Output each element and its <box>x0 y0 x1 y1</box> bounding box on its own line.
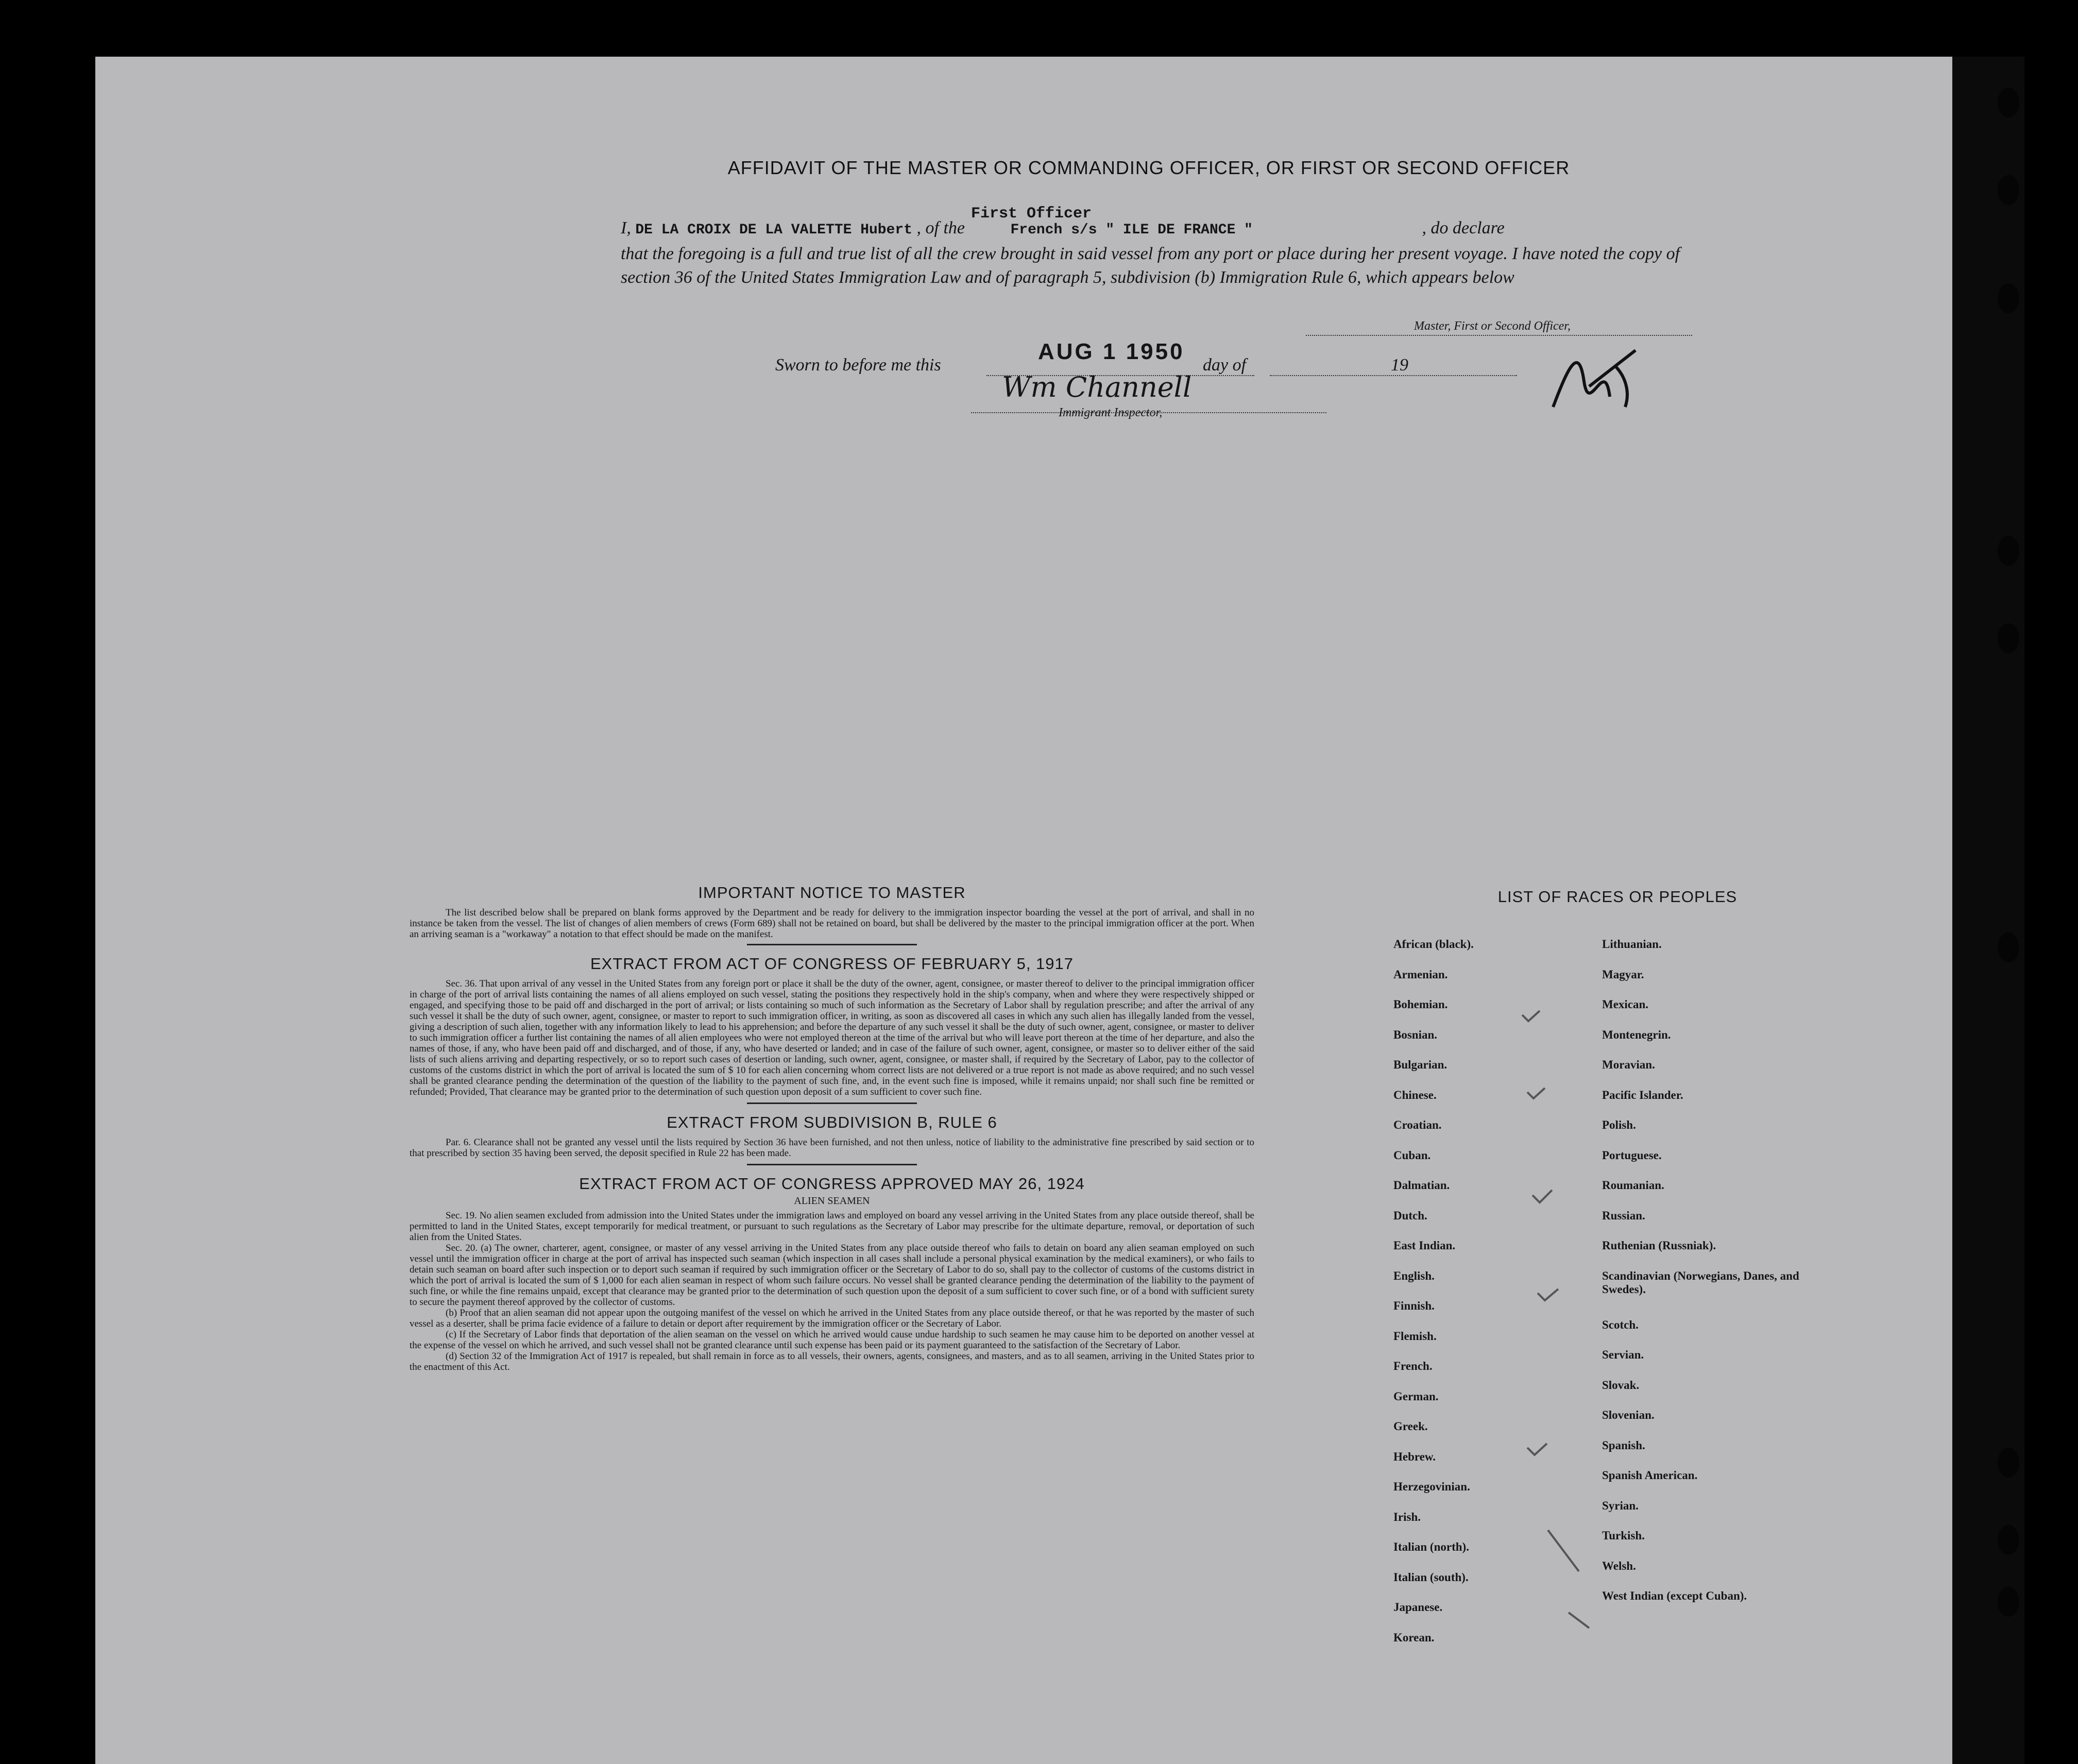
race-item: Italian (north). <box>1393 1540 1469 1553</box>
year-prefix: 19 <box>1391 355 1408 375</box>
extract-1924-para: (c) If the Secretary of Labor finds that deportation of the alien seaman on the vessel on which he arrived would cause undue hardship to such seamen he may cause him to be deported on another vessel at the expense of the vessel on which he arrived, and such vessel shall not be granted clearance until such expense has been paid or its payment guaranteed to the satisfaction of the Secretary of Labor. <box>410 1329 1254 1351</box>
extract-1924-para: (b) Proof that an alien seaman did not appear upon the outgoing manifest of the vessel on which he arrived in the United States from any place outside thereof, or that he was reported by the master of such vessel as a deserter, shall be prima facie evidence of a failure to detain or deport after requirement by the immigration officer or the Secretary of Labor. <box>410 1308 1254 1329</box>
race-item: Scandinavian (Norwegians, Danes, and Swedes). <box>1602 1269 1799 1296</box>
extract-1917-text: Sec. 36. That upon arrival of any vessel in the United States from any foreign port or place it shall be the duty of the owner, agent, consignee, or master thereof to deliver to the principal immigration officer in charge of the port of arrival lists containing the names of all aliens employed on such vessel, stating the positions they respectively hold in the ship's company, when and where they were respectively shipped or engaged, and specifying those to be paid off and discharged in the port of arrival; or lists containing so much of such information as the Secretary of Labor shall by regulation prescribe; and after the arrival of any such vessel it shall be the duty of such owner, agent, consignee, or master to report to such immigration officer, in writing, as soon as discovered all cases in which any such alien has illegally landed from the vessel, giving a description of such alien, together with any information likely to lead to his apprehension; and before the departure of any such vessel it shall be the duty of such owner, agent, consignee, or master to deliver to such immigration officer a further list containing the names of all alien employees who were not employed thereon at the time of the arrival but who will leave port thereon at the time of her departure, and also the names of those, if any, who have been paid off and discharged, and of those, if any, who have deserted or landed; and in case of the failure of such owner, agent, consignee, or master so to deliver either of the said lists of such aliens arriving and departing respectively, or so to report such cases of desertion or landing, such owner, agent, consignee, or master shall, if required by the Secretary of Labor, pay to the collector of customs of the customs district in which the port of arrival is located the sum of $ 10 for each alien concerning whom correct lists are not delivered or a true report is not made as above required; and no such vessel shall be granted clearance pending the determination of the question of the liability to the payment of such fine, and, in the event such fine is imposed, while it remains unpaid; nor shall such fine be remitted or refunded; Provided, That clearance may be granted prior to the determination of such question upon deposit of a sum sufficient to cover such fine. <box>410 978 1254 1097</box>
race-item: Slovak. <box>1602 1378 1640 1392</box>
race-item: Flemish. <box>1393 1329 1437 1343</box>
notice-text: The list described below shall be prepared on blank forms approved by the Department and be ready for delivery to the immigration inspector boarding the vessel at the port of arrival, and shall in no instance be taken from the vessel. The list of changes of alien members of crews (Form 689) shall not be retained on board, but shall be delivered by the master to the principal immigration officer at the port. When an arriving seaman is a "workaway" a notation to that effect should be made on the manifest. <box>410 907 1254 940</box>
punch-hole <box>1998 623 2019 653</box>
notice-section <box>410 884 1254 1372</box>
race-item: East Indian. <box>1393 1239 1456 1252</box>
race-item: Lithuanian. <box>1602 938 1662 951</box>
race-item: Armenian. <box>1393 968 1448 981</box>
punch-hole <box>1998 1525 2019 1555</box>
race-item: Japanese. <box>1393 1601 1443 1614</box>
race-item: Finnish. <box>1393 1299 1435 1312</box>
extract-1924-para: (d) Section 32 of the Immigration Act of 1917 is repealed, but shall remain in force as to all vessels, their owners, agents, consignees, and masters, and as to all seamen, arriving in the United States prior to the enactment of this Act. <box>410 1351 1254 1372</box>
pencil-check-marks <box>1507 932 1682 1633</box>
race-item: Italian (south). <box>1393 1570 1469 1584</box>
pronoun: I, <box>621 218 631 238</box>
race-item: Portuguese. <box>1602 1148 1662 1162</box>
race-item: Polish. <box>1602 1118 1636 1131</box>
punch-hole <box>1998 175 2019 205</box>
race-item: Scotch. <box>1602 1318 1639 1331</box>
signature-caption: Master, First or Second Officer, <box>1414 319 1571 333</box>
race-item: African (black). <box>1393 938 1474 951</box>
affidavit-title: AFFIDAVIT OF THE MASTER OR COMMANDING OFFICER, OR FIRST OR SECOND OFFICER <box>727 157 1570 178</box>
race-item: Cuban. <box>1393 1148 1431 1162</box>
race-item: German. <box>1393 1389 1439 1403</box>
rule6-text: Par. 6. Clearance shall not be granted any vessel until the lists required by Section 36 have been furnished, and not then unless, notice of liability to the administrative fine prescribed by said section or to that prescribed by section 35 having been served, the deposit specified in Rule 22 has been made. <box>410 1137 1254 1159</box>
extract-1924-title: EXTRACT FROM ACT OF CONGRESS APPROVED MAY 26, 1924 <box>579 1175 1085 1193</box>
notice-title: IMPORTANT NOTICE TO MASTER <box>698 884 966 902</box>
race-item: Pacific Islander. <box>1602 1088 1683 1101</box>
race-item: Korean. <box>1393 1631 1435 1644</box>
sworn-date-stamp: AUG 1 1950 <box>1038 339 1185 364</box>
of-the-text: , of the <box>916 218 965 238</box>
punch-hole <box>1998 1587 2019 1617</box>
race-item: Dutch. <box>1393 1209 1427 1222</box>
race-item: Moravian. <box>1602 1058 1655 1071</box>
officer-rank: First Officer <box>971 205 1092 223</box>
race-item: Ruthenian (Russniak). <box>1602 1239 1716 1252</box>
do-declare-text: , do declare <box>1422 218 1505 238</box>
section-divider <box>747 1164 917 1165</box>
race-item: Servian. <box>1602 1348 1644 1361</box>
race-item: Chinese. <box>1393 1088 1437 1101</box>
day-of-text: day of <box>1203 355 1247 375</box>
extract-1917-title: EXTRACT FROM ACT OF CONGRESS OF FEBRUARY 5, 1917 <box>590 955 1074 973</box>
extract-1924-subtitle: ALIEN SEAMEN <box>794 1195 870 1207</box>
race-item: Magyar. <box>1602 968 1644 981</box>
race-item: French. <box>1393 1360 1433 1372</box>
punch-hole <box>1998 932 2019 962</box>
punch-hole <box>1998 88 2019 117</box>
section-divider <box>747 1102 917 1104</box>
races-title: LIST OF RACES OR PEOPLES <box>1497 888 1738 906</box>
film-edge <box>1952 57 2024 1764</box>
race-item: Hebrew. <box>1393 1450 1436 1463</box>
race-item: Irish. <box>1393 1510 1421 1523</box>
officer-name: DE LA CROIX DE LA VALETTE Hubert <box>635 222 913 238</box>
race-item: Mexican. <box>1602 998 1649 1011</box>
race-item: Slovenian. <box>1602 1409 1655 1421</box>
extract-1924-para: Sec. 19. No alien seamen excluded from admission into the United States under the immigration laws and employed on board any vessel arriving in the United States from any place outside thereof, shall be permitted to land in the United States, except temporarily for medical treatment, or pursuant to such regulations as the Secretary of Labor may prescribe for the ultimate departure, removal, or deportation of such alien from the United States. <box>410 1210 1254 1243</box>
race-item: English. <box>1393 1269 1435 1282</box>
officer-signature <box>1548 335 1646 417</box>
month-line <box>1270 375 1517 376</box>
rule6-title: EXTRACT FROM SUBDIVISION B, RULE 6 <box>667 1113 997 1131</box>
race-item: West Indian (except Cuban). <box>1602 1589 1747 1602</box>
race-item: Spanish. <box>1602 1438 1645 1452</box>
extract-1924-para: Sec. 20. (a) The owner, charterer, agent, consignee, or master of any vessel arriving in the United States from any place outside thereof who fails to detain on board any alien seaman employed on such vessel until the immigration officer in charge at the port of arrival has inspected such seaman (which inspection in all cases shall include a personal physical examination by the medical examiners), or who fails to detain such seaman on board after such inspection or to deport such seaman if required by such immigration officer or the Secretary of Labor to do so, shall pay to the collector of customs of the customs district in which the port of arrival is located the sum of $ 1,000 for each alien seaman in respect of whom such failure occurs. No vessel shall be granted clearance pending the determination of the liability to the payment of such fine, or while the fine remains unpaid, except that clearance may be granted prior to the determination of such question upon the deposit of a sum sufficient to cover such fine, or of a bond with sufficient surety to secure the payment thereof approved by the collector of customs. <box>410 1243 1254 1308</box>
race-item: Montenegrin. <box>1602 1028 1671 1041</box>
race-item: Spanish American. <box>1602 1469 1698 1482</box>
race-item: Dalmatian. <box>1393 1179 1450 1192</box>
punch-hole <box>1998 536 2019 566</box>
punch-hole <box>1998 1448 2019 1478</box>
inspector-signature: Wm Channell <box>1002 371 1192 403</box>
race-item: Croatian. <box>1393 1118 1442 1131</box>
race-item: Welsh. <box>1602 1559 1636 1572</box>
race-item: Bulgarian. <box>1393 1058 1447 1071</box>
affidavit-declaration <box>621 216 1702 290</box>
punch-hole <box>1998 283 2019 313</box>
race-item: Russian. <box>1602 1209 1645 1222</box>
document-sheet <box>95 57 2024 1764</box>
section-divider <box>747 944 917 945</box>
race-item: Syrian. <box>1602 1499 1639 1512</box>
sworn-text: Sworn to before me this <box>775 355 941 375</box>
race-item: Roumanian. <box>1602 1179 1664 1192</box>
race-item: Bohemian. <box>1393 998 1448 1011</box>
race-item: Herzegovinian. <box>1393 1480 1470 1493</box>
vessel-name: French s/s " ILE DE FRANCE " <box>1010 222 1253 238</box>
declaration-body: that the foregoing is a full and true list of all the crew brought in said vessel from any port or place during her present voyage. I have noted the copy of section 36 of the United States Immigration Law and of paragraph 5, subdivision (b) Immigration Rule 6, which appears below <box>621 244 1680 287</box>
inspector-caption: Immigrant Inspector, <box>1059 406 1163 419</box>
race-item: Bosnian. <box>1393 1028 1438 1041</box>
race-item: Turkish. <box>1602 1529 1645 1542</box>
race-item: Greek. <box>1393 1420 1428 1433</box>
